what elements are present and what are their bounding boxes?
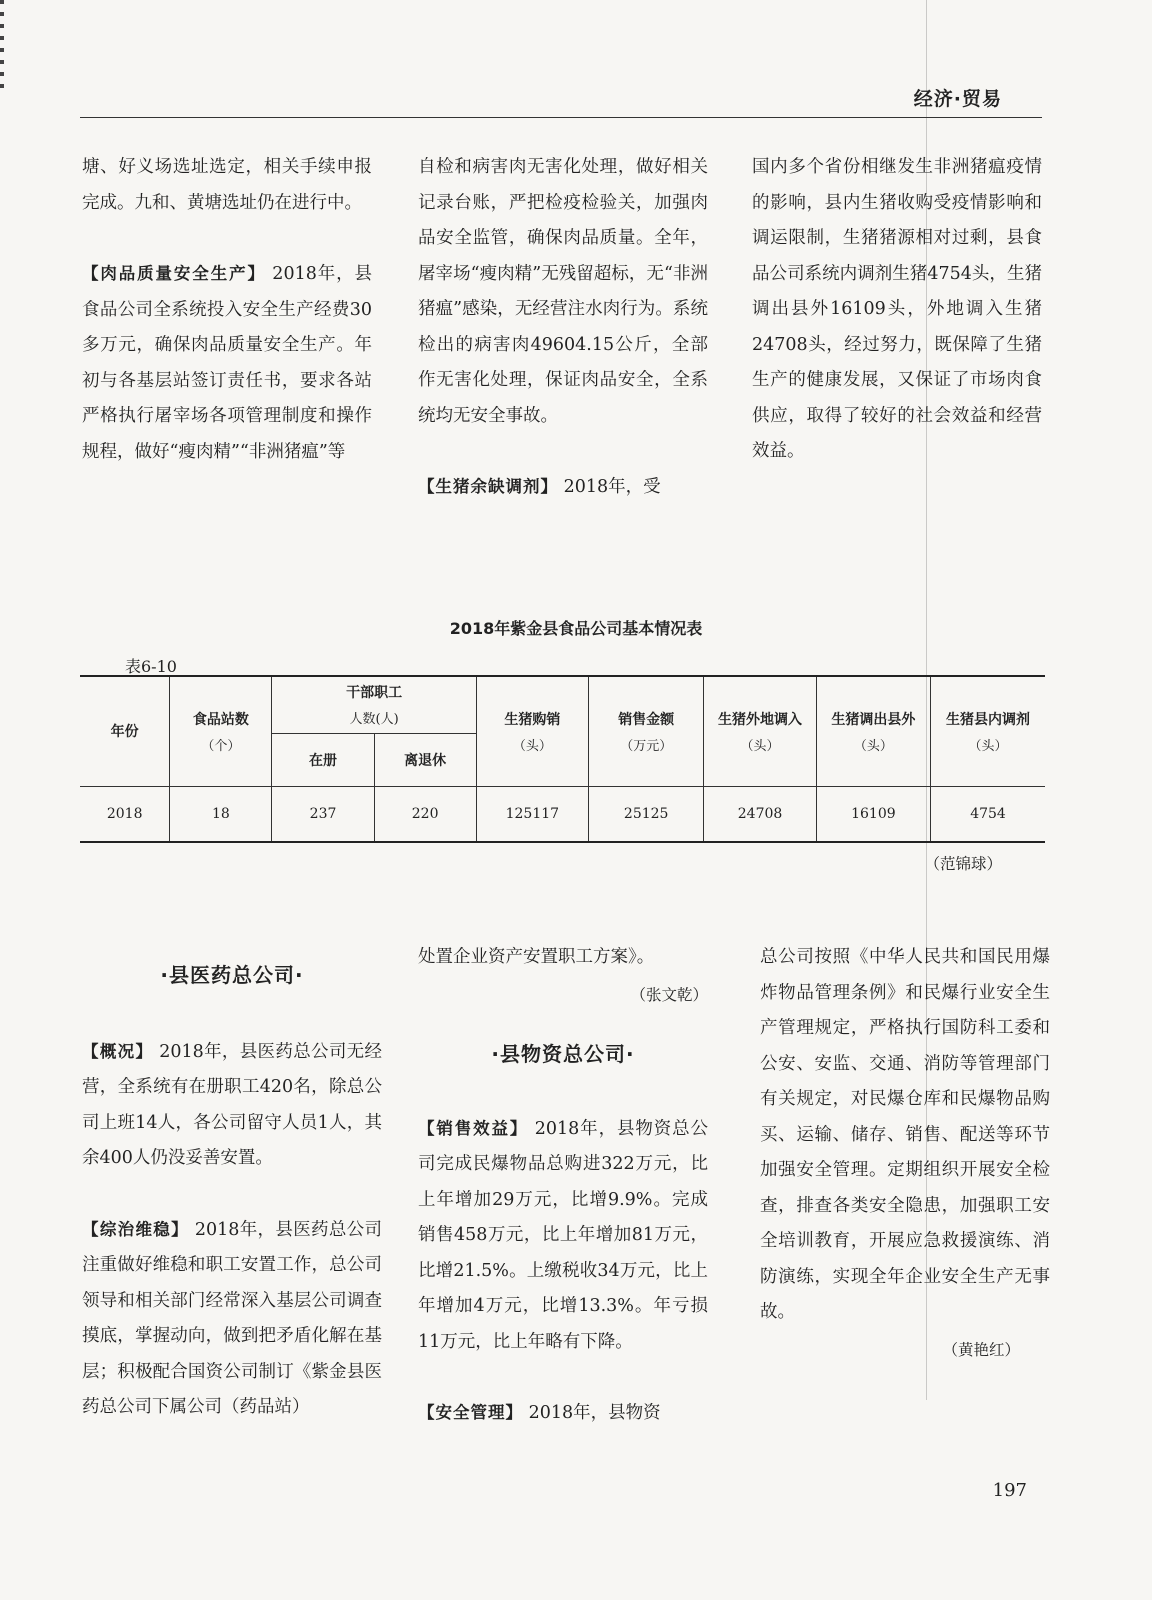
org-title-pharma: ·县医药总公司·: [160, 963, 304, 987]
section-keyword: 【综治维稳】: [82, 1219, 189, 1239]
paragraph-text: 2018年，县食品公司全系统投入安全生产经费30多万元，确保肉品质量安全生产。年初与各基层站签订责任书，要求各站严格执行屠宰场各项管理制度和操作规程，做好“瘦肉精”“非洲猪瘟”等: [82, 264, 372, 462]
header-staff: 干部职工 人数(人): [272, 676, 476, 733]
paragraph: [82, 1034, 382, 1177]
attribution: （黄艳红）: [942, 1340, 1020, 1359]
table-cell: 237: [272, 786, 374, 842]
attribution: （张文乾）: [630, 985, 708, 1004]
table-cell: 4754: [931, 786, 1045, 842]
table-number: 表6-10: [125, 657, 177, 676]
header-stations: 食品站数 （个）: [170, 676, 272, 786]
paragraph-text: 2018年，县医药总公司无经营，全系统有在册职工420名，除总公司上班14人，各公司留守人员1人，其余400人仍没妥善安置。: [82, 1041, 382, 1168]
header-year: 年份: [80, 676, 170, 786]
section-keyword: 【安全管理】: [418, 1403, 523, 1422]
bottom-column-3: [760, 940, 1050, 1368]
header-retired: 离退休: [374, 733, 476, 786]
section-keyword: 【销售效益】: [418, 1118, 529, 1138]
bottom-column-1: [82, 958, 382, 1426]
header-rule: [80, 117, 1042, 118]
section-keyword: 【概况】: [82, 1041, 154, 1061]
paragraph: [82, 1212, 382, 1426]
header-registered: 在册: [272, 733, 374, 786]
header-revenue: 销售金额 （万元）: [589, 676, 704, 786]
top-column-3: [752, 150, 1042, 470]
paragraph: [418, 1395, 708, 1432]
bottom-column-2: [418, 940, 708, 1432]
paragraph: [418, 1111, 708, 1361]
section-header: 经济·贸易: [913, 88, 1002, 110]
paragraph: 自检和病害肉无害化处理，做好相关记录台账，严把检疫检验关，加强肉品安全监管，确保肉品质量。全年，屠宰场“瘦肉精”无残留超标，无“非洲猪瘟”感染，无经营注水肉行为。系统检出的病害肉49604.15公斤，全部作无害化处理，保证肉品安全，全系统均无安全事故。: [418, 157, 708, 426]
top-column-2: [418, 150, 708, 506]
section-keyword: 【生猪余缺调剂】: [418, 477, 558, 496]
table-cell: 2018: [80, 786, 170, 842]
header-pig-sales: 生猪购销 （头）: [476, 676, 588, 786]
table-attribution: （范锦球）: [924, 855, 1002, 873]
paragraph: 处置企业资产安置职工方案》。: [418, 947, 655, 967]
paragraph-text: 2018年，受: [558, 477, 661, 497]
table-cell: 125117: [476, 786, 588, 842]
table-cell: 18: [170, 786, 272, 842]
scan-edge-marks: [0, 0, 4, 90]
top-column-1: [82, 150, 372, 470]
paragraph-text: 2018年，县物资: [523, 1403, 661, 1423]
paragraph: 总公司按照《中华人民共和国民用爆炸物品管理条例》和民爆行业安全生产管理规定，严格执行国防科工委和公安、安监、交通、消防等管理部门有关规定，对民爆仓库和民爆物品购买、运输、储存、销售、配送等环节加强安全管理。定期组织开展安全检查，排查各类安全隐患，加强职工安全培训教育，开展应急救援演练、消防演练，实现全年企业安全生产无事故。: [760, 947, 1050, 1322]
paragraph-text: 2018年，县医药总公司注重做好维稳和职工安置工作，总公司领导和相关部门经常深入基层公司调查摸底，掌握动向，做到把矛盾化解在基层；积极配合国资公司制订《紫金县医药总公司下属公司（药品站）: [82, 1219, 383, 1417]
paragraph: [418, 469, 708, 506]
paragraph: 国内多个省份相继发生非洲猪瘟疫情的影响，县内生猪收购受疫情影响和调运限制，生猪猪源相对过剩，县食品公司系统内调剂生猪4754头，生猪调出县外16109头，外地调入生猪24708头，经过努力，既保障了生猪生产的健康发展，又保证了市场肉食供应，取得了较好的社会效益和经营效益。: [752, 157, 1042, 461]
header-internal: 生猪县内调剂 （头）: [931, 676, 1045, 786]
org-title-materials: ·县物资总公司·: [491, 1042, 635, 1066]
table-title: 2018年紫金县食品公司基本情况表: [449, 619, 703, 638]
paragraph: 塘、好义场选址选定，相关手续申报完成。九和、黄塘选址仍在进行中。: [82, 157, 372, 213]
header-imported: 生猪外地调入 （头）: [704, 676, 816, 786]
table-row: [80, 786, 1045, 842]
paragraph: [82, 256, 372, 470]
header-exported: 生猪调出县外 （头）: [816, 676, 930, 786]
table-cell: 220: [374, 786, 476, 842]
table-cell: 16109: [816, 786, 930, 842]
table-cell: 24708: [704, 786, 816, 842]
table-cell: 25125: [589, 786, 704, 842]
page-number: 197: [992, 1480, 1027, 1501]
section-keyword: 【肉品质量安全生产】: [82, 264, 266, 283]
statistics-table: [80, 675, 1045, 843]
paragraph-text: 2018年，县物资总公司完成民爆物品总购进322万元，比上年增加29万元，比增9.9%。完成销售458万元，比上年增加81万元，比增21.5%。上缴税收34万元，比上年增加4万元，比增13.3%。年亏损11万元，比上年略有下降。: [418, 1118, 708, 1352]
